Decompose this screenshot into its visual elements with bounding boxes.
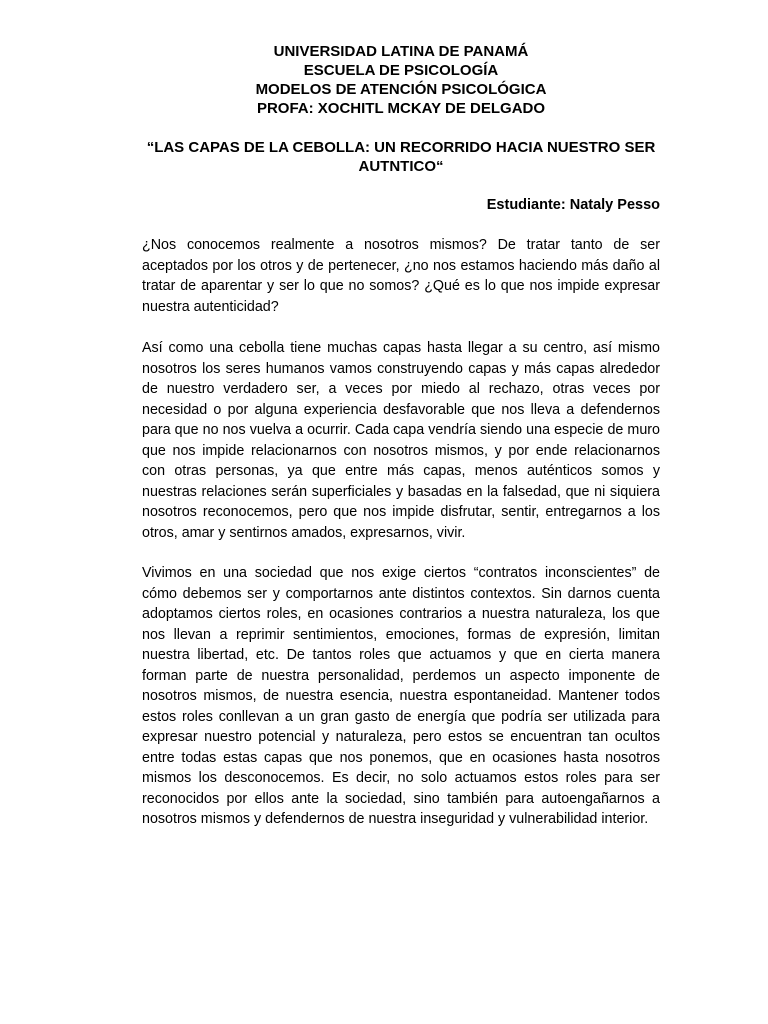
paragraph-1: ¿Nos conocemos realmente a nosotros mismos? De tratar tanto de ser aceptados por los otros y de pertenecer, ¿no nos estamos haciendo más daño al tratar de aparentar y ser lo que no somos? ¿Qué es lo que nos impide expresar nuestra autenticidad? (142, 237, 660, 315)
course-name: MODELOS DE ATENCIÓN PSICOLÓGICA (255, 81, 547, 98)
document-page (142, 42, 660, 830)
document-header (142, 42, 660, 118)
professor-name: PROFA: XOCHITL MCKAY DE DELGADO (256, 100, 546, 117)
essay-title: “LAS CAPAS DE LA CEBOLLA: UN RECORRIDO HACIA NUESTRO SER AUTNTICO“ (146, 139, 656, 175)
paragraph-2: Así como una cebolla tiene muchas capas hasta llegar a su centro, así mismo nosotros los seres humanos vamos construyendo capas y más capas alrededor de nuestro verdadero ser, a veces por miedo al rechazo, otras veces por necesidad o por alguna experiencia desfavorable que nos lleva a defendernos para que no nos vuelva a ocurrir. Cada capa vendría siendo una especie de muro que nos impide relacionarnos con nosotros mismos, y por ende relacionarnos con otras personas, ya que entre más capas, menos auténticos somos y nuestras relaciones serán superficiales y basadas en la falsedad, que ni siquiera nosotros reconocemos, pero que nos impide disfrutar, sentir, entregarnos a los otros, amar y sentirnos amados, expresarnos, vivir. (142, 340, 660, 541)
paragraph-3: Vivimos en una sociedad que nos exige ciertos “contratos inconscientes” de cómo debemos ser y comportarnos ante distintos contextos. Sin darnos cuenta adoptamos ciertos roles, en ocasiones contrarios a nuestra naturaleza, los que nos llevan a reprimir sentimientos, emociones, formas de expresión, limitan nuestra libertad, etc. De tantos roles que actuamos y que en cierta manera forman parte de nuestra personalidad, perdemos un aspecto imponente de nosotros mismos, de nuestra esencia, nuestra espontaneidad. Mantener todos estos roles conllevan a un gran gasto de energía que podría ser utilizada para expresar nuestro potencial y naturaleza, pero estos se encuentran tan ocultos entre todas estas capas que nos ponemos, que en ocasiones hasta nosotros mismos los desconocemos. Es decir, no solo actuamos estos roles para ser reconocidos por ellos ante la sociedad, sino también para autoengañarnos a nosotros mismos y defendernos de nuestra inseguridad y vulnerabilidad interior. (142, 565, 660, 827)
student-name: Estudiante: Nataly Pesso (486, 197, 660, 213)
university-name: UNIVERSIDAD LATINA DE PANAMÁ (273, 43, 529, 60)
school-name: ESCUELA DE PSICOLOGÍA (303, 62, 499, 79)
